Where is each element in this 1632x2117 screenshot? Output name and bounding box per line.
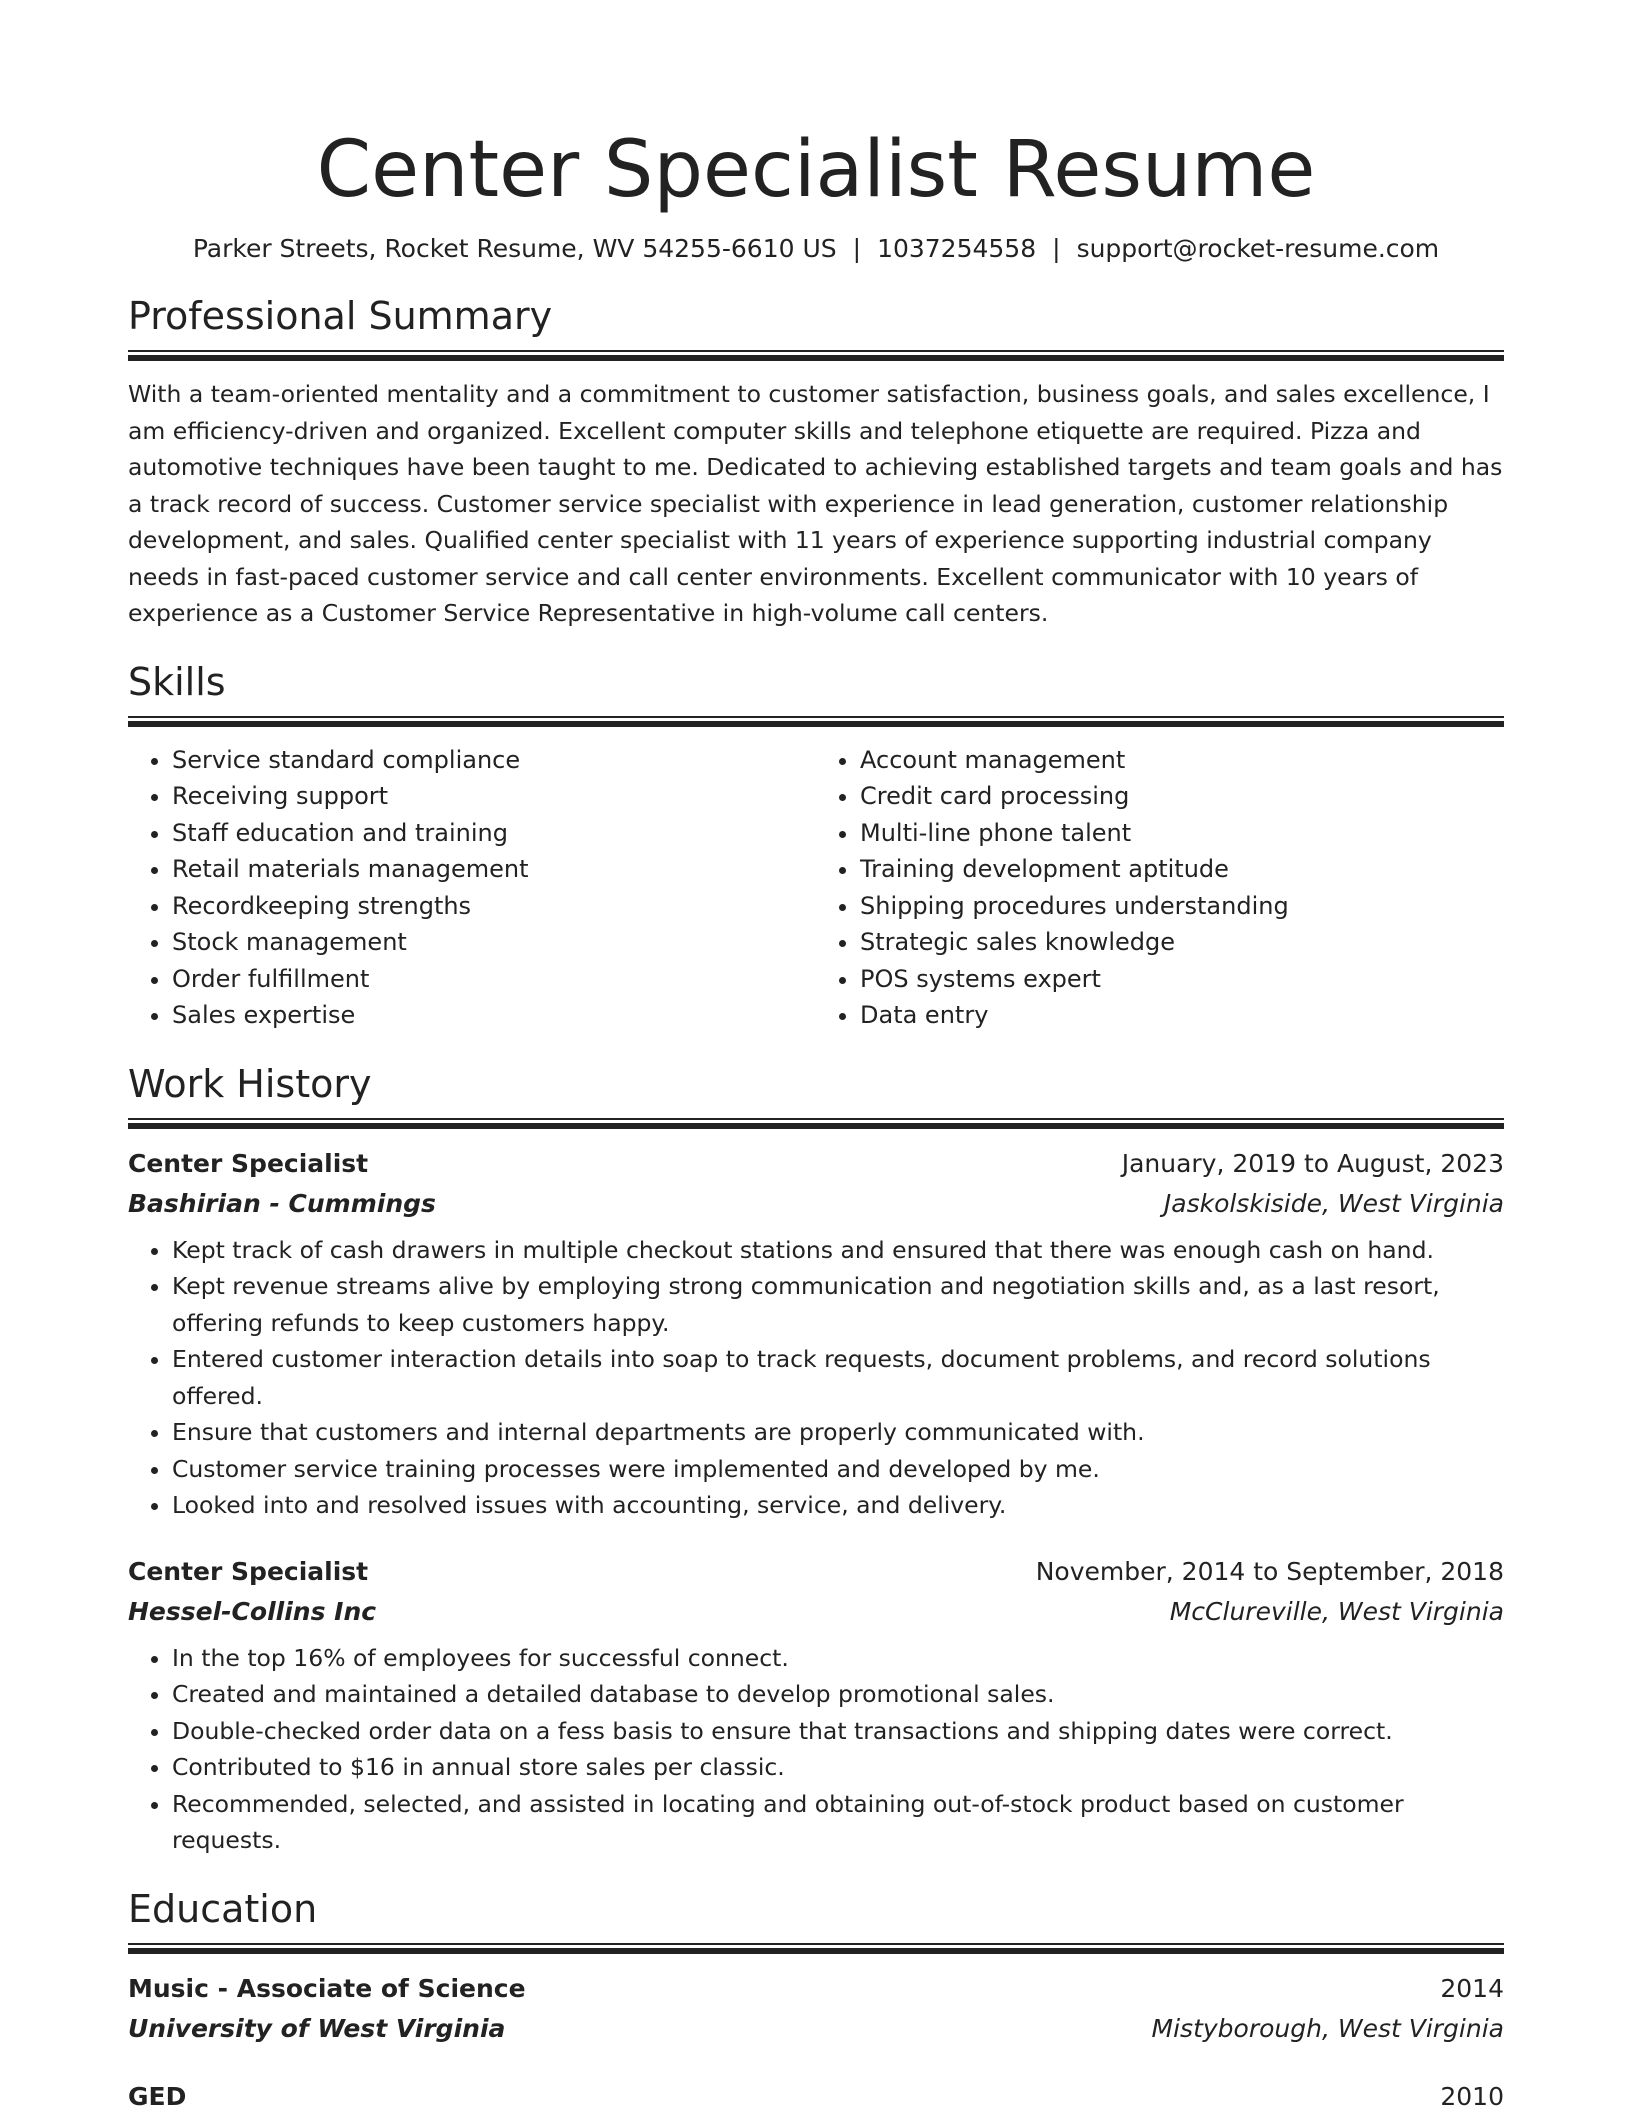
education-header-row <box>128 1969 1504 2009</box>
education-entry <box>128 2077 1504 2117</box>
job-bullet: • Ensure that customers and internal departments are properly communicated with. <box>172 1414 1504 1451</box>
work-heading: Work History <box>128 1061 372 1106</box>
education-subheader-row <box>128 2009 1504 2049</box>
job-bullet: • Contributed to $16 in annual store sales per classic. <box>172 1749 1504 1786</box>
skill-item: • Training development aptitude <box>860 851 1494 888</box>
skill-item: • Service standard compliance <box>172 742 806 779</box>
job-subheader-row <box>128 1184 1504 1224</box>
contact-address: Parker Streets, Rocket Resume, WV 54255-6610 US <box>192 234 837 263</box>
job-bullet: • Kept revenue streams alive by employing strong communication and negotiation skills and, as a last resort, offering refunds to keep customers happy. <box>172 1268 1504 1341</box>
skill-item: • Strategic sales knowledge <box>860 924 1494 961</box>
job-bullet: • Entered customer interaction details into soap to track requests, document problems, and record solutions offered. <box>172 1341 1504 1414</box>
job-bullet: • Looked into and resolved issues with accounting, service, and delivery. <box>172 1487 1504 1524</box>
skill-item: • Staff education and training <box>172 815 806 852</box>
job-bullet: • Double-checked order data on a fess basis to ensure that transactions and shipping dates were correct. <box>172 1713 1504 1750</box>
contact-phone: 1037254558 <box>877 234 1037 263</box>
job-bullet: • Customer service training processes were implemented and developed by me. <box>172 1451 1504 1488</box>
skills-heading: Skills <box>128 659 226 704</box>
job-bullets <box>128 1232 1504 1524</box>
summary-text: With a team-oriented mentality and a commitment to customer satisfaction, business goals, and sales excellence, I am efficiency-driven and organized. Excellent computer skills and telephone etiquette are required. Pizza and automotive techniques have been taught to me. Dedicated to achieving established targets and team goals and has a track record of success. Customer service specialist with experience in lead generation, customer relationship development, and sales. Qualified center specialist with 11 years of experience supporting industrial company needs in fast-paced customer service and call center environments. Excellent communicator with 10 years of experience as a Customer Service Representative in high-volume call centers. <box>128 380 1503 627</box>
skill-item: • Order fulfillment <box>172 961 806 998</box>
education-year: 2014 <box>1440 1973 1504 2003</box>
skill-item: • Stock management <box>172 924 806 961</box>
section-divider <box>128 350 1504 362</box>
resume-page <box>128 0 1504 2117</box>
skill-item: • Credit card processing <box>860 778 1494 815</box>
section-divider <box>128 1943 1504 1955</box>
skills-column-1 <box>128 742 806 1034</box>
job-title: Center Specialist <box>128 1148 369 1178</box>
job-bullet: • Recommended, selected, and assisted in locating and obtaining out-of-stock product based on customer requests. <box>172 1786 1504 1859</box>
job-bullet: • Created and maintained a detailed database to develop promotional sales. <box>172 1676 1504 1713</box>
education-heading: Education <box>128 1886 318 1931</box>
job-subheader-row <box>128 1592 1504 1632</box>
section-divider <box>128 716 1504 728</box>
education-entry <box>128 1969 1504 2049</box>
job-entry <box>128 1552 1504 1859</box>
job-dates: November, 2014 to September, 2018 <box>1035 1556 1504 1586</box>
education-degree: Music - Associate of Science <box>128 1973 526 2003</box>
contact-separator: | <box>852 234 862 263</box>
job-company: Bashirian - Cummings <box>128 1188 436 1218</box>
contact-line <box>128 232 1504 266</box>
summary-heading: Professional Summary <box>128 294 553 338</box>
job-location: Jaskolskiside, West Virginia <box>1163 1188 1504 1218</box>
skill-item: • POS systems expert <box>860 961 1494 998</box>
skills-list <box>128 742 1504 1034</box>
section-divider <box>128 1118 1504 1130</box>
skill-item: • Shipping procedures understanding <box>860 888 1494 925</box>
contact-email: support@rocket-resume.com <box>1076 234 1440 263</box>
skill-item: • Recordkeeping strengths <box>172 888 806 925</box>
contact-separator: | <box>1052 234 1061 263</box>
job-title: Center Specialist <box>128 1556 369 1586</box>
skill-item: • Account management <box>860 742 1494 779</box>
skill-item: • Receiving support <box>172 778 806 815</box>
skill-item: • Multi-line phone talent <box>860 815 1494 852</box>
job-dates: January, 2019 to August, 2023 <box>1121 1148 1504 1178</box>
education-school: University of West Virginia <box>128 2013 506 2043</box>
skill-item: • Data entry <box>860 997 1494 1034</box>
resume-title: Center Specialist Resume <box>316 125 1316 215</box>
job-bullet: • In the top 16% of employees for successful connect. <box>172 1640 1504 1677</box>
job-header-row <box>128 1552 1504 1592</box>
job-company: Hessel-Collins Inc <box>128 1596 377 1626</box>
job-entry <box>128 1144 1504 1524</box>
job-bullet: • Kept track of cash drawers in multiple checkout stations and ensured that there was enough cash on hand. <box>172 1232 1504 1269</box>
education-degree: GED <box>128 2081 187 2111</box>
job-location: McClureville, West Virginia <box>1169 1596 1504 1626</box>
education-header-row <box>128 2077 1504 2117</box>
job-bullets <box>128 1640 1504 1859</box>
skill-item: • Retail materials management <box>172 851 806 888</box>
skills-column-2 <box>806 742 1494 1034</box>
job-header-row <box>128 1144 1504 1184</box>
skill-item: • Sales expertise <box>172 997 806 1034</box>
education-year: 2010 <box>1440 2081 1504 2111</box>
education-location: Mistyborough, West Virginia <box>1151 2013 1504 2043</box>
